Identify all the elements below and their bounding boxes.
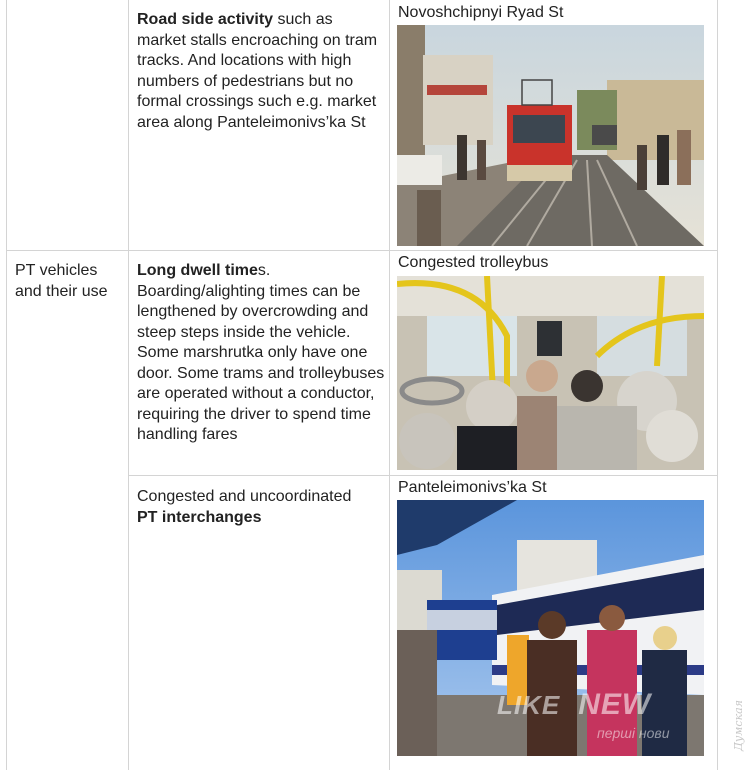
logo-like-text: LIKE <box>497 690 561 720</box>
row2-issue-cell <box>137 261 385 446</box>
row3-photo-caption: Panteleimonivs’ka St <box>398 479 547 496</box>
logo-new-text: NEW <box>578 688 652 721</box>
row-divider-2 <box>128 475 718 476</box>
table-border-left <box>6 0 7 770</box>
row3-issue-prefix: Congested and uncoordinated <box>137 488 352 505</box>
row2-issue-bold: Long dwell time <box>137 262 258 279</box>
row3-issue-cell <box>137 487 385 528</box>
row1-issue-cell <box>137 10 382 133</box>
row2-photo-caption: Congested trolleybus <box>398 254 549 271</box>
row2-category-cell: PT vehicles and their use <box>15 262 108 300</box>
crowded-trolleybus-interior-photo <box>397 276 704 470</box>
row1-issue-text: such as market stalls encroaching on tram tracks. And locations with high numbers of pedestrians but no formal crossings such e.g. market area along Panteleimonivs’ka St <box>137 11 378 131</box>
row-divider-1 <box>6 250 718 251</box>
row2-issue-text: s. Boarding/alighting times can be lengthened by overcrowding and steep steps inside the vehicle. Some marshrutka only have one door. Some trams and trolleybuses are operated without a conductor, requiring the driver to spend time handling fares <box>137 262 385 443</box>
column-divider-1 <box>128 0 129 770</box>
row3-issue-bold: PT interchanges <box>137 508 262 526</box>
dumskaya-watermark: Думская <box>732 700 745 752</box>
street-tram-market-photo <box>397 25 704 246</box>
column-divider-2 <box>389 0 390 770</box>
row1-photo-caption: Novoshchipnyi Ryad St <box>398 4 564 21</box>
like-new-logo <box>497 688 651 722</box>
table-border-right <box>717 0 718 770</box>
row1-issue-bold: Road side activity <box>137 11 274 28</box>
bus-stop-boarding-photo <box>397 500 704 756</box>
logo-subtitle: перші нови <box>597 725 670 741</box>
